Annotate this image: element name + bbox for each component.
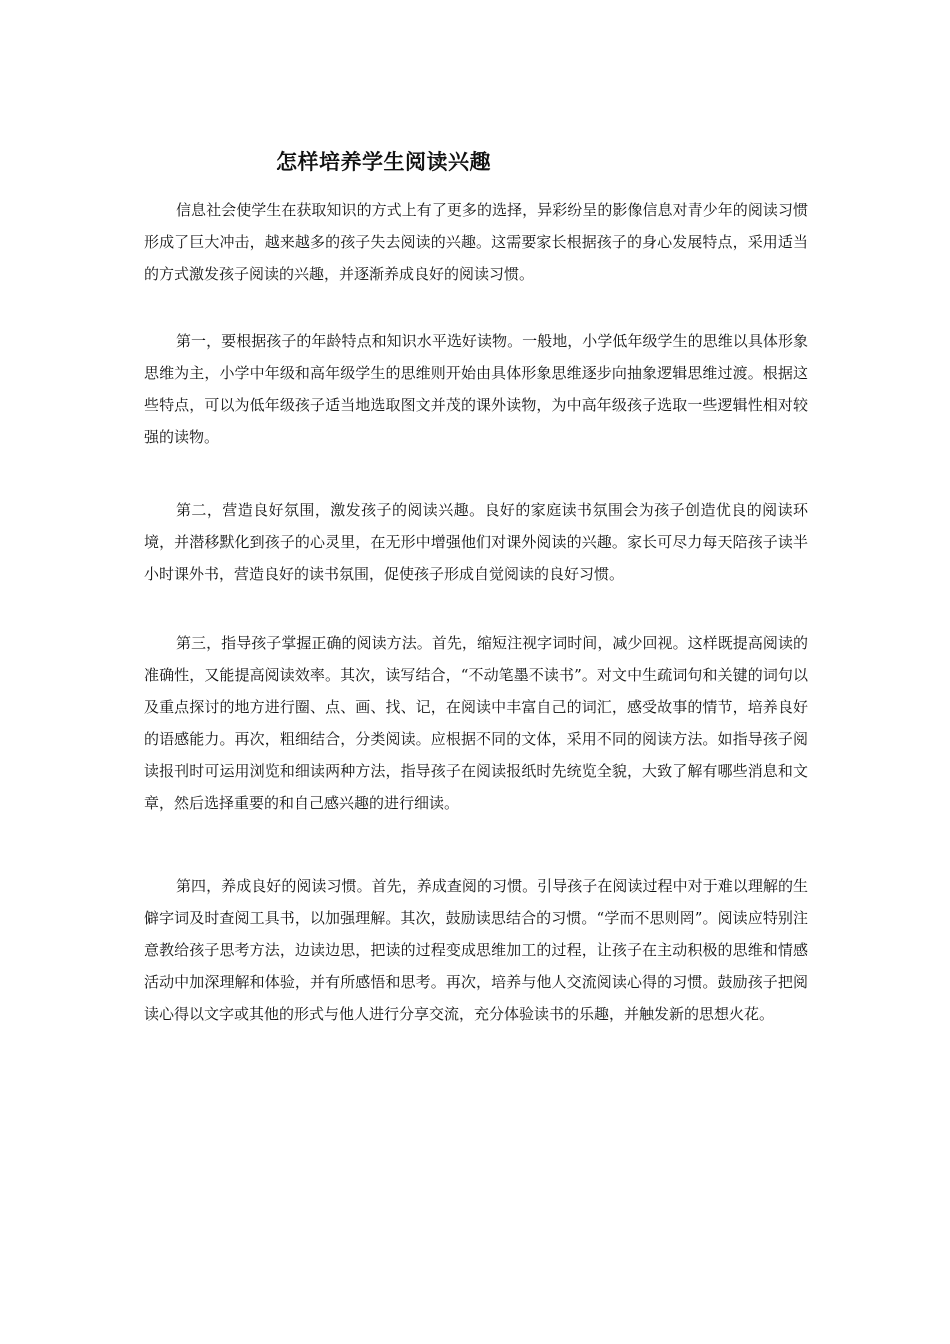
document-title: 怎样培养学生阅读兴趣	[276, 149, 491, 174]
paragraph-first-point: 第一，要根据孩子的年龄特点和知识水平选好读物。一般地，小学低年级学生的思维以具体形象思维为主，小学中年级和高年级学生的思维则开始由具体形象思维逐步向抽象逻辑思维过渡。根据这些特点，可以为低年级孩子适当地选取图文并茂的课外读物，为中高年级孩子选取一些逻辑性相对较强的读物。	[144, 332, 808, 446]
paragraph-second-point: 第二，营造良好氛围，激发孩子的阅读兴趣。良好的家庭读书氛围会为孩子创造优良的阅读环境，并潜移默化到孩子的心灵里，在无形中增强他们对课外阅读的兴趣。家长可尽力每天陪孩子读半小时课外书，营造良好的读书氛围，促使孩子形成自觉阅读的良好习惯。	[144, 501, 808, 583]
paragraph-fourth-point: 第四，养成良好的阅读习惯。首先，养成查阅的习惯。引导孩子在阅读过程中对于难以理解的生僻字词及时查阅工具书，以加强理解。其次，鼓励读思结合的习惯。“学而不思则罔”。阅读应特别注意教给孩子思考方法，边读边思，把读的过程变成思维加工的过程，让孩子在主动积极的思维和情感活动中加深理解和体验，并有所感悟和思考。再次，培养与他人交流阅读心得的习惯。鼓励孩子把阅读心得以文字或其他的形式与他人进行分享交流，充分体验读书的乐趣，并触发新的思想火花。	[144, 877, 808, 1023]
paragraph-third-point: 第三，指导孩子掌握正确的阅读方法。首先，缩短注视字词时间，减少回视。这样既提高阅读的准确性，又能提高阅读效率。其次，读写结合，“不动笔墨不读书”。对文中生疏词句和关键的词句以及重点探讨的地方进行圈、点、画、找、记，在阅读中丰富自己的词汇，感受故事的情节，培养良好的语感能力。再次，粗细结合，分类阅读。应根据不同的文体，采用不同的阅读方法。如指导孩子阅读报刊时可运用浏览和细读两种方法，指导孩子在阅读报纸时先统览全貌，大致了解有哪些消息和文章，然后选择重要的和自己感兴趣的进行细读。	[144, 634, 808, 812]
paragraph-intro: 信息社会使学生在获取知识的方式上有了更多的选择，异彩纷呈的影像信息对青少年的阅读习惯形成了巨大冲击，越来越多的孩子失去阅读的兴趣。这需要家长根据孩子的身心发展特点，采用适当的方式激发孩子阅读的兴趣，并逐渐养成良好的阅读习惯。	[144, 201, 808, 283]
